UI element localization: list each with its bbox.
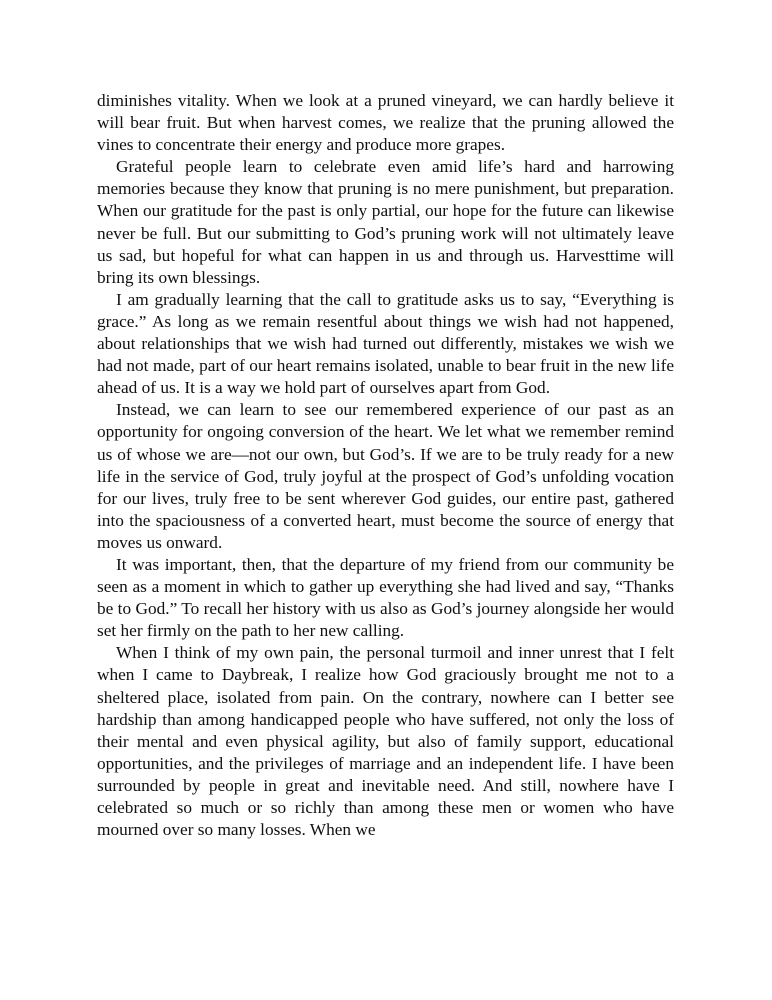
paragraph-1: diminishes vitality. When we look at a pruned vineyard, we can hardly believe it will bear fruit. But when harvest comes, we realize that the pruning allowed the vines to concentrate their energy and produce more grapes. [97,91,674,155]
paragraph-2: Grateful people learn to celebrate even amid life’s hard and harrowing memories because they know that pruning is no mere punishment, but preparation. When our gratitude for the past is only partial, our hope for the future can likewise never be full. But our submitting to God’s pruning work will not ultimately leave us sad, but hopeful for what can happen in us and through us. Harvesttime will bring its own blessings. [97,157,674,287]
paragraph-4: Instead, we can learn to see our remembered experience of our past as an opportunity for ongoing conversion of the heart. We let what we remember remind us of whose we are—not our own, but God’s. If we are to be truly ready for a new life in the service of God, truly joyful at the prospect of God’s unfolding vocation for our lives, truly free to be sent wherever God guides, our entire past, gathered into the spaciousness of a converted heart, must become the source of energy that moves us onward. [97,400,674,552]
paragraph-5: It was important, then, that the departure of my friend from our community be seen as a moment in which to gather up everything she had lived and say, “Thanks be to God.” To recall her history with us also as God’s journey alongside her would set her firmly on the path to her new calling. [97,554,674,641]
paragraph-6: When I think of my own pain, the personal turmoil and inner unrest that I felt when I came to Daybreak, I realize how God graciously brought me not to a sheltered place, isolated from pain. On the contrary, nowhere can I better see hardship than among handicapped people who have suffered, not only the loss of their mental and even physical agility, but also of family support, educational opportunities, and the privileges of marriage and an independent life. I have been surrounded by people in great and inevitable need. And still, nowhere have I celebrated so much or so richly than among these men or women who have mourned over so many losses. When we [97,643,674,840]
page-body [97,90,674,841]
paragraph-3: I am gradually learning that the call to gratitude asks us to say, “Everything is grace.” As long as we remain resentful about things we wish had not happened, about relationships that we wish had turned out differently, mistakes we wish we had not made, part of our heart remains isolated, unable to bear fruit in the new life ahead of us. It is a way we hold part of ourselves apart from God. [97,289,674,398]
